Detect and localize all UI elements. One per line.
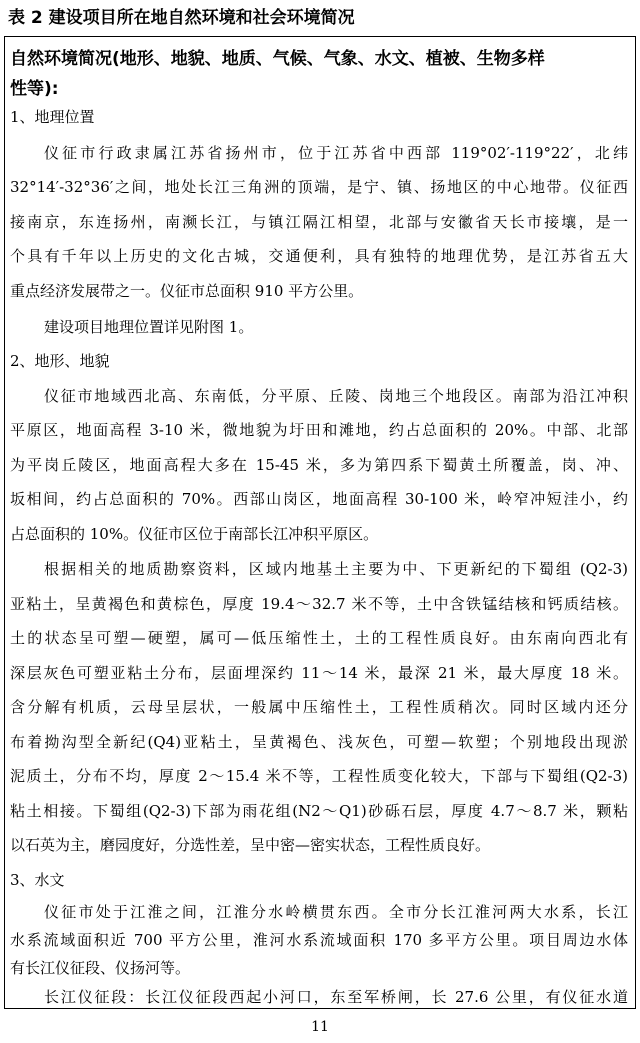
paragraph-line: 重点经济发展带之一。仪征市总面积 910 平方公里。: [10, 282, 364, 300]
paragraph-line: 泥质土，分布不均，厚度 2～15.4 米不等，工程性质变化较大，下部与下蜀组(Q2-3): [10, 767, 628, 785]
paragraph-line: 长江仪征段：长江仪征段西起小河口，东至军桥闸，长 27.6 公里，有仪征水道: [44, 988, 628, 1006]
table-heading-line-2: 性等):: [10, 79, 59, 99]
paragraph-line: 土的状态呈可塑—硬塑，属可—低压缩性土，土的工程性质良好。由东南向西北有: [10, 629, 628, 647]
paragraph-line: 为平岗丘陵区，地面高程大多在 15-45 米，多为第四系下蜀黄土所覆盖，岗、冲、: [10, 456, 628, 474]
paragraph-line: 水系流域面积近 700 平方公里，淮河水系流域面积 170 多平方公里。项目周边水体: [10, 931, 628, 949]
paragraph-line: 平原区，地面高程 3-10 米，微地貌为圩田和滩地，约占总面积的 20%。中部、北部: [10, 421, 628, 439]
paragraph-line: 接南京，东连扬州，南濒长江，与镇江隔江相望，北部与安徽省天长市接壤，是一: [10, 213, 628, 231]
section-title-terrain: 2、地形、地貌: [10, 352, 110, 370]
paragraph-line: 深层灰色可塑亚粘土分布，层面埋深约 11～14 米，最深 21 米，最大厚度 18 米。: [10, 664, 628, 682]
section-title-location: 1、地理位置: [10, 108, 95, 126]
paragraph-line: 个具有千年以上历史的文化古城，交通便利，具有独特的地理优势，是江苏省五大: [10, 247, 628, 265]
paragraph-line: 以石英为主，磨园度好，分选性差，呈中密—密实状态，工程性质良好。: [10, 836, 491, 854]
paragraph-line: 布着拗沟型全新纪(Q4)亚粘土，呈黄褐色、浅灰色，可塑—软塑；个别地段出现淤: [10, 733, 628, 751]
table-caption: 表 2 建设项目所在地自然环境和社会环境简况: [8, 8, 355, 28]
paragraph-line: 仪征市地域西北高、东南低，分平原、丘陵、岗地三个地段区。南部为沿江冲积: [44, 387, 628, 405]
page-number: 11: [311, 1019, 329, 1035]
paragraph-line: 粘土相接。下蜀组(Q2-3)下部为雨花组(N2～Q1)砂砾石层，厚度 4.7～8.7 米，颗粘: [10, 802, 628, 820]
paragraph-line: 根据相关的地质勘察资料，区域内地基土主要为中、下更新纪的下蜀组 (Q2-3): [44, 560, 628, 578]
table-heading: [10, 44, 630, 104]
paragraph-line: 占总面积的 10%。仪征市区位于南部长江冲积平原区。: [10, 525, 379, 543]
table-heading-line-1: 自然环境简况(地形、地貌、地质、气候、气象、水文、植被、生物多样: [10, 49, 545, 69]
section-title-hydrology: 3、水文: [10, 871, 65, 889]
paragraph-line: 建设项目地理位置详见附图 1。: [44, 318, 254, 336]
paragraph-line: 32°14′-32°36′之间，地处长江三角洲的顶端，是宁、镇、扬地区的中心地带。仪征西: [10, 178, 628, 196]
paragraph-line: 坂相间，约占总面积的 70%。西部山岗区，地面高程 30-100 米，岭窄冲短洼小，约: [10, 490, 628, 508]
paragraph-line: 仪征市处于江淮之间，江淮分水岭横贯东西。全市分长江淮河两大水系，长江: [44, 903, 628, 921]
paragraph-line: 含分解有机质，云母呈层状，一般属中压缩性土，工程性质稍次。同时区域内还分: [10, 698, 628, 716]
paragraph-line: 仪征市行政隶属江苏省扬州市，位于江苏省中西部 119°02′-119°22′，北纬: [44, 144, 628, 162]
paragraph-line: 有长江仪征段、仪扬河等。: [10, 959, 191, 977]
paragraph-line: 亚粘土，呈黄褐色和黄棕色，厚度 19.4～32.7 米不等，土中含铁锰结核和钙质结核。: [10, 595, 628, 613]
